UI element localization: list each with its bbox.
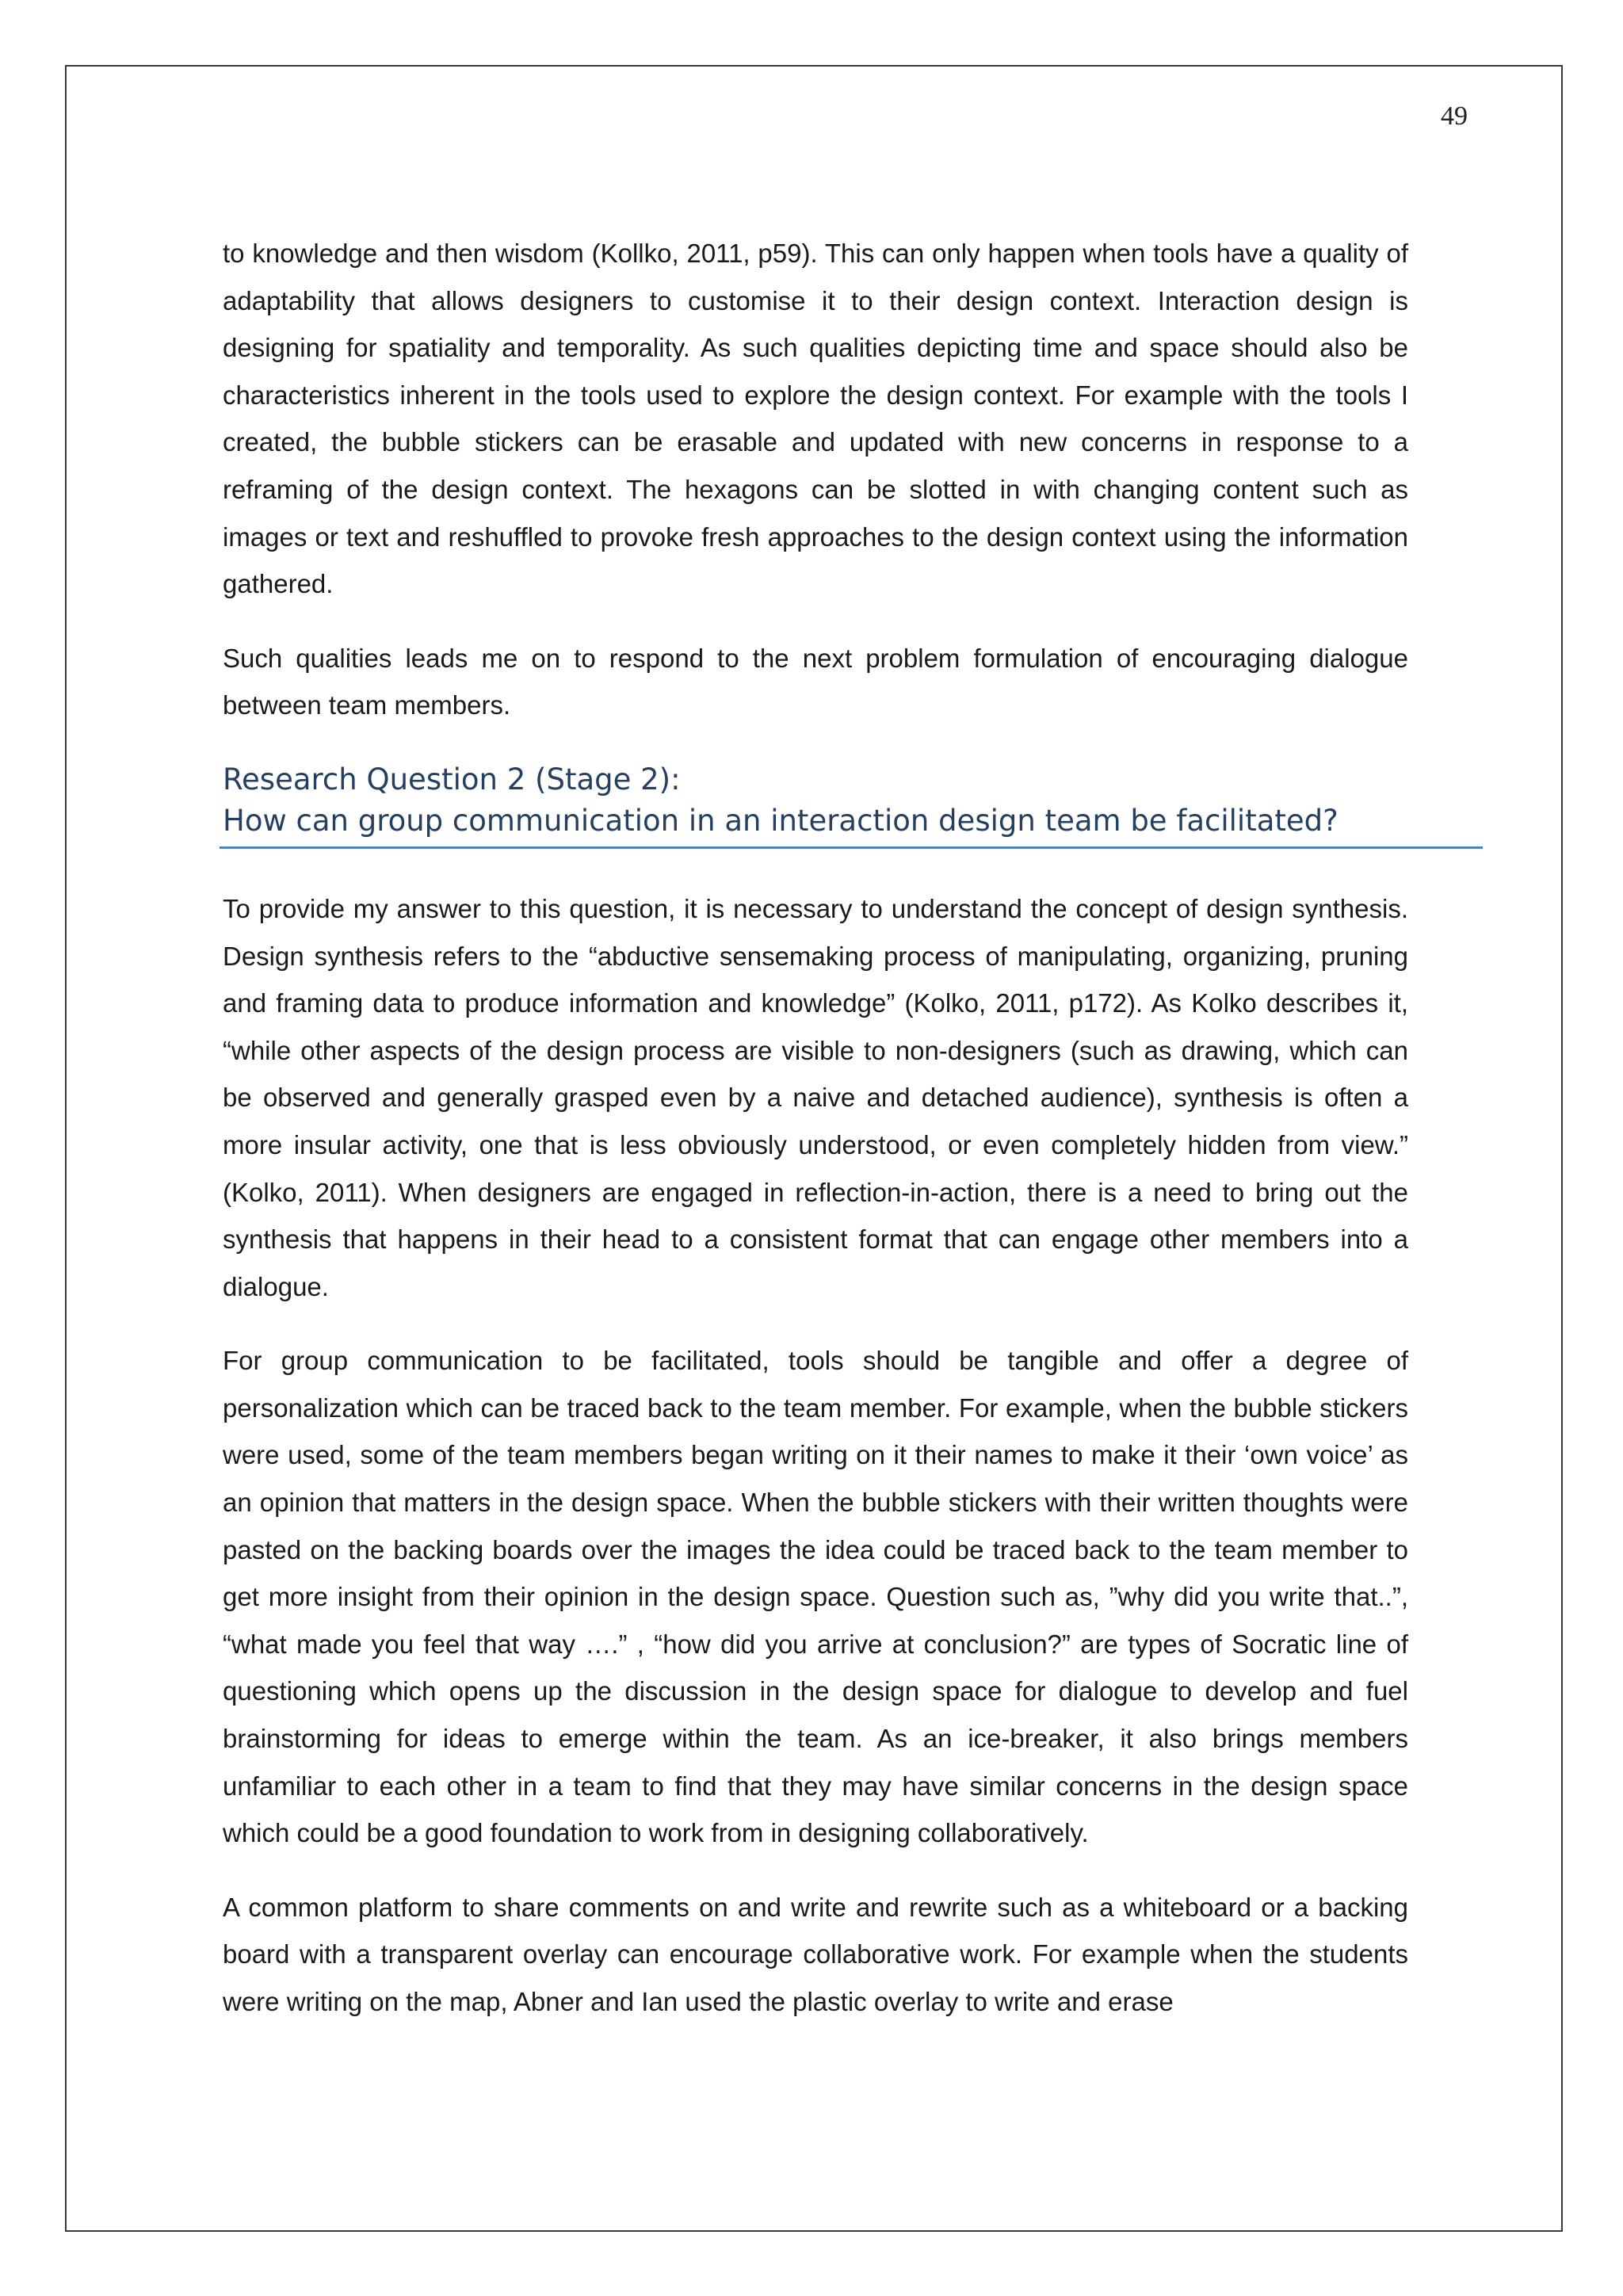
section-heading-line-2: How can group communication in an interaction design team be facilitated?: [223, 803, 1338, 838]
document-body: [223, 230, 1408, 2053]
body-paragraph: Such qualities leads me on to respond to the next problem formulation of encouraging dialogue between team members.: [223, 643, 1408, 720]
heading-spacer: [223, 849, 1408, 885]
page-number: 49: [1441, 101, 1468, 131]
body-paragraph: For group communication to be facilitated, tools should be tangible and offer a degree of personalization which can be traced back to the team member. For example, when the bubble stickers were used, some of the team members began writing on it their names to make it their ‘own voice’ as an opinion that matters in the design space. When the bubble stickers with their written thoughts were pasted on the backing boards over the images the idea could be traced back to the team member to get more insight from their opinion in the design space. Question such as, ”why did you write that..”, “what made you feel that way ….” , “how did you arrive at conclusion?” are types of Socratic line of questioning which opens up the discussion in the design space for dialogue to develop and fuel brainstorming for ideas to emerge within the team. As an ice-breaker, it also brings members unfamiliar to each other in a team to find that they may have similar concerns in the design space which could be a good foundation to work from in designing collaboratively.: [223, 1346, 1408, 1848]
body-paragraph: To provide my answer to this question, it is necessary to understand the concept of design synthesis. Design synthesis refers to the “abductive sensemaking process of manipulating, organizing, pruning and framing data to produce information and knowledge” (Kolko, 2011, p172). As Kolko describes it, “while other aspects of the design process are visible to non-designers (such as drawing, which can be observed and generally grasped even by a naive and detached audience), synthesis is often a more insular activity, one that is less obviously understood, or even completely hidden from view.” (Kolko, 2011). When designers are engaged in reflection-in-action, there is a need to bring out the synthesis that happens in their head to a consistent format that can engage other members into a dialogue.: [223, 893, 1408, 1301]
section-heading: [220, 759, 1483, 849]
body-paragraph: to knowledge and then wisdom (Kollko, 2011, p59). This can only happen when tools have a quality of adaptability that allows designers to customise it to their design context. Interaction design is designing for spatiality and temporality. As such qualities depicting time and space should also be characteristics inherent in the tools used to explore the design context. For example with the tools I created, the bubble stickers can be erasable and updated with new concerns in response to a reframing of the design context. The hexagons can be slotted in with changing content such as images or text and reshuffled to provoke fresh approaches to the design context using the information gathered.: [223, 239, 1408, 599]
section-heading-line-1: Research Question 2 (Stage 2):: [223, 762, 681, 797]
body-paragraph: A common platform to share comments on and write and rewrite such as a whiteboard or a backing board with a transparent overlay can encourage collaborative work. For example when the students were writing on the map, Abner and Ian used the plastic overlay to write and erase: [223, 1892, 1408, 2016]
